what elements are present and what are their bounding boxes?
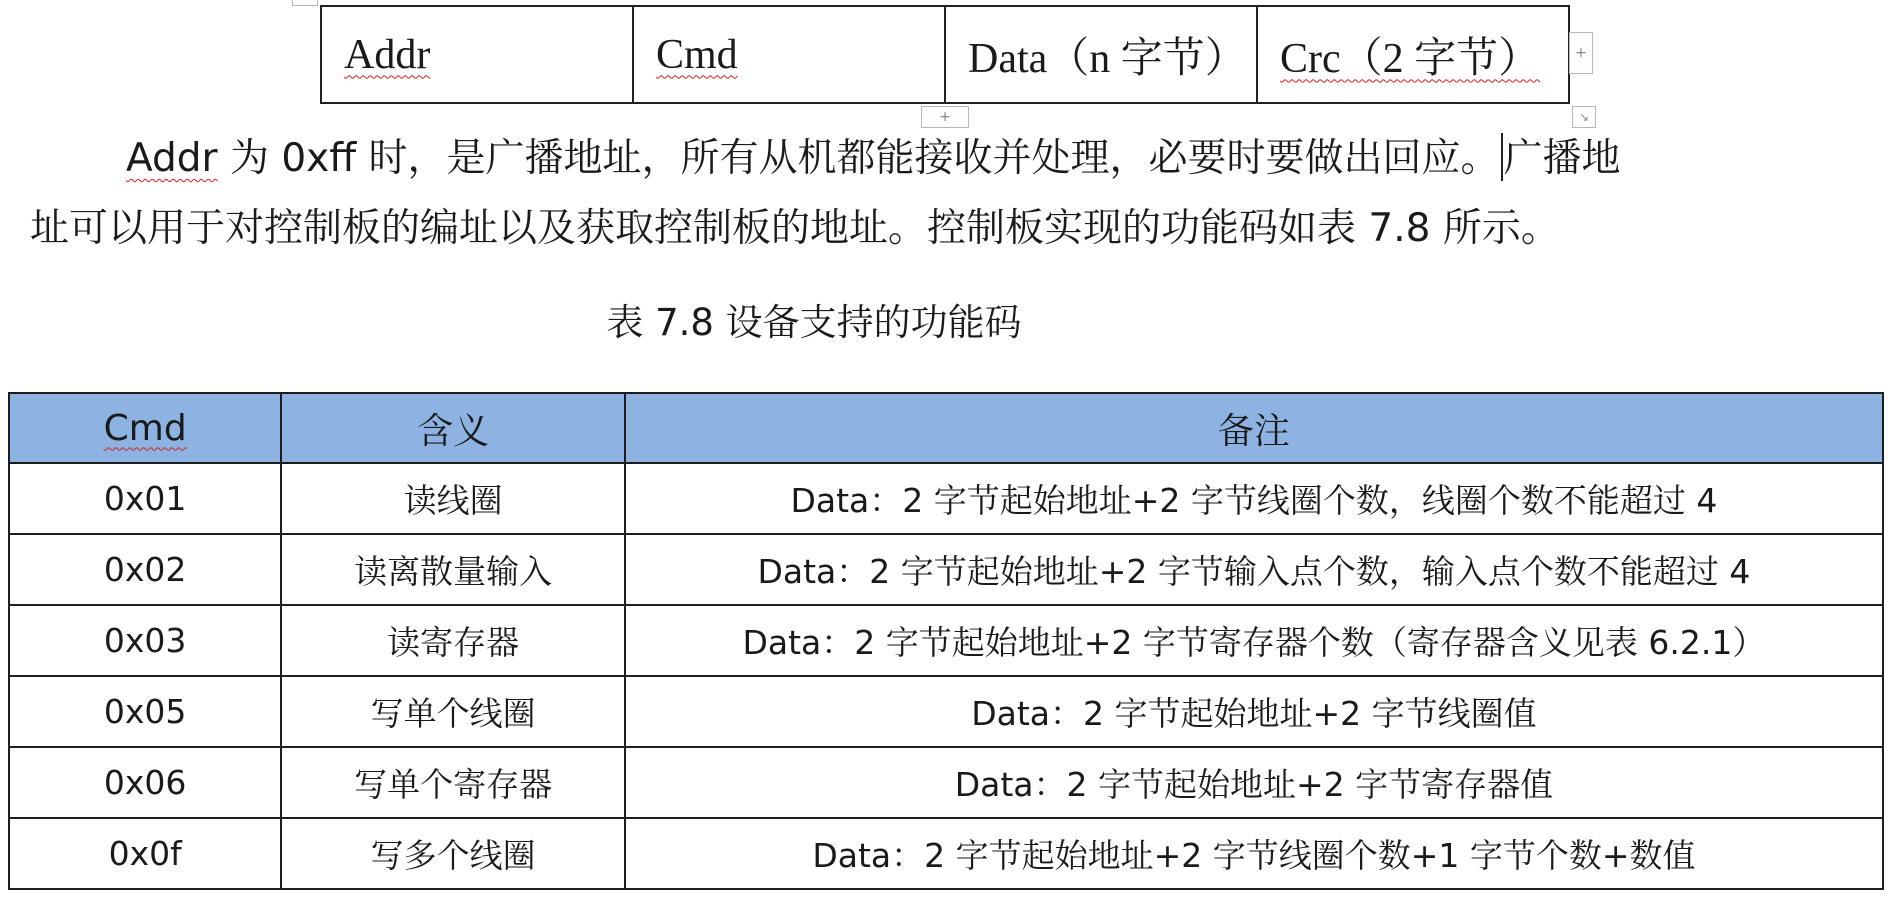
frame-cell-crc[interactable] — [1257, 6, 1569, 103]
paragraph-line-1-text: 为 0xff 时，是广播地址，所有从机都能接收并处理，必要时要做出回应。 — [217, 136, 1500, 181]
header-cmd-text: Cmd — [103, 407, 187, 449]
header-meaning[interactable]: 含义 — [281, 393, 625, 463]
frame-cell-addr-text: Addr — [344, 31, 431, 78]
body-paragraph[interactable] — [0, 124, 1890, 264]
meaning-cell[interactable]: 读线圈 — [281, 463, 625, 534]
text-cursor — [1501, 133, 1503, 181]
remark-cell[interactable]: Data：2 字节起始地址+2 字节线圈值 — [625, 676, 1883, 747]
remark-cell[interactable]: Data：2 字节起始地址+2 字节寄存器值 — [625, 747, 1883, 818]
table-row — [9, 676, 1883, 747]
remark-cell[interactable]: Data：2 字节起始地址+2 字节线圈个数+1 字节个数+数值 — [625, 818, 1883, 889]
addr-term: Addr — [126, 136, 218, 181]
remark-cell[interactable]: Data：2 字节起始地址+2 字节线圈个数，线圈个数不能超过 4 — [625, 463, 1883, 534]
paragraph-line-1-tail: 广播地 — [1503, 136, 1621, 181]
cmd-cell[interactable]: 0x05 — [9, 676, 281, 747]
table-row — [9, 605, 1883, 676]
frame-cell-data-text: Data（n 字节） — [968, 35, 1247, 82]
table-move-handle[interactable] — [292, 0, 318, 6]
frame-cell-cmd[interactable] — [633, 6, 945, 103]
resize-icon[interactable]: ↘ — [1572, 106, 1596, 128]
meaning-cell[interactable]: 写单个线圈 — [281, 676, 625, 747]
remark-cell[interactable]: Data：2 字节起始地址+2 字节输入点个数，输入点个数不能超过 4 — [625, 534, 1883, 605]
cmd-cell[interactable]: 0x03 — [9, 605, 281, 676]
table-row — [9, 747, 1883, 818]
header-cmd[interactable] — [9, 393, 281, 463]
frame-format-row — [321, 6, 1569, 103]
cmd-cell[interactable]: 0x06 — [9, 747, 281, 818]
meaning-cell[interactable]: 读离散量输入 — [281, 534, 625, 605]
frame-format-table-container — [320, 5, 1570, 105]
frame-cell-addr[interactable] — [321, 6, 633, 103]
cmd-cell[interactable]: 0x02 — [9, 534, 281, 605]
table-caption: 表 7.8 设备支持的功能码 — [606, 301, 1022, 344]
frame-format-table — [320, 5, 1570, 104]
function-code-table — [8, 392, 1884, 890]
table-row — [9, 463, 1883, 534]
table-row — [9, 818, 1883, 889]
header-remark[interactable]: 备注 — [625, 393, 1883, 463]
paragraph-line-2: 址可以用于对控制板的编址以及获取控制板的地址。控制板实现的功能码如表 7.8 所示。 — [30, 206, 1560, 251]
frame-cell-cmd-text: Cmd — [656, 31, 738, 78]
meaning-cell[interactable]: 写多个线圈 — [281, 818, 625, 889]
meaning-cell[interactable]: 写单个寄存器 — [281, 747, 625, 818]
meaning-cell[interactable]: 读寄存器 — [281, 605, 625, 676]
table-header-row — [9, 393, 1883, 463]
add-column-button[interactable]: + — [1569, 32, 1593, 74]
frame-cell-data[interactable] — [945, 6, 1257, 103]
table-row — [9, 534, 1883, 605]
paragraph-line-1 — [0, 124, 1890, 194]
remark-cell[interactable]: Data：2 字节起始地址+2 字节寄存器个数（寄存器含义见表 6.2.1） — [625, 605, 1883, 676]
frame-cell-crc-text: Crc（2 字节） — [1280, 35, 1541, 82]
function-code-table-container — [8, 392, 1884, 890]
cmd-cell[interactable]: 0x01 — [9, 463, 281, 534]
cmd-cell[interactable]: 0x0f — [9, 818, 281, 889]
add-row-button[interactable]: + — [921, 106, 969, 128]
